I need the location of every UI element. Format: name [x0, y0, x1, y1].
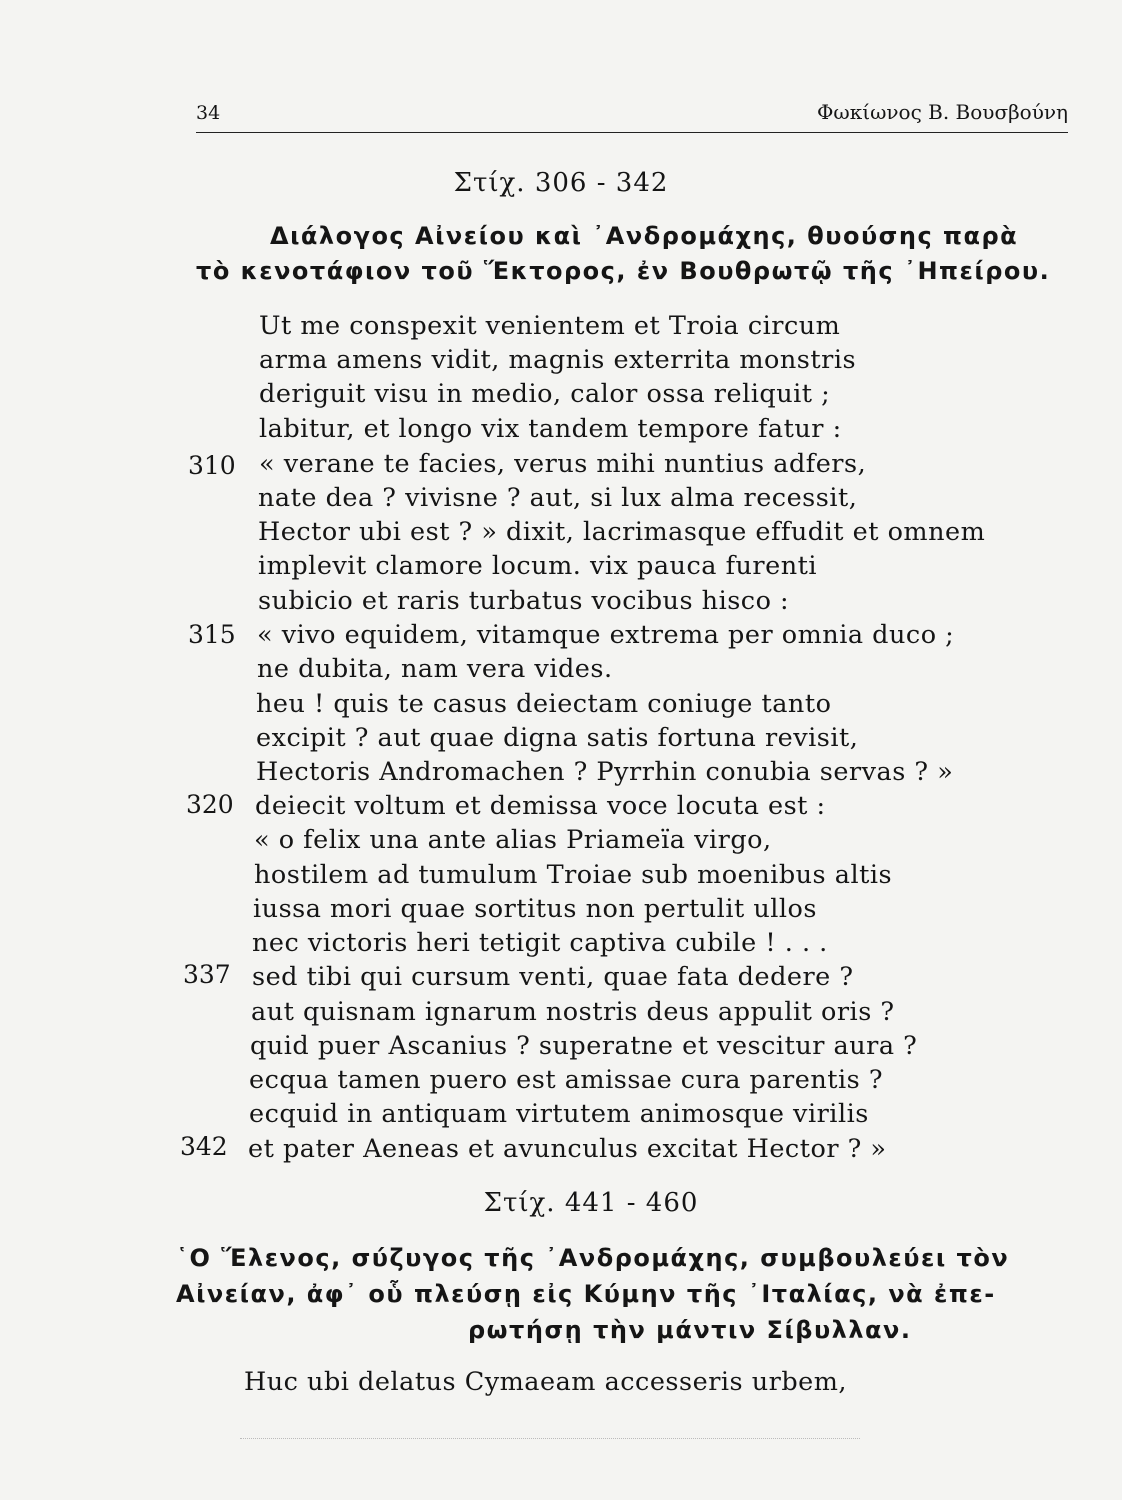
verse-line: nec victoris heri tetigit captiva cubile ! . . . — [252, 928, 828, 958]
verse-line: quid puer Ascanius ? superatne et vescitur aura ? — [250, 1031, 918, 1061]
section-1-heading-line-2: τὸ κενοτάφιον τοῦ Ἕκτορος, ἐν Βουθρωτῷ τῆς ᾿Ηπείρου. — [196, 257, 1051, 285]
verse-line: excipit ? aut quae digna satis fortuna revisit, — [256, 723, 859, 753]
verse-line: hostilem ad tumulum Troiae sub moenibus altis — [254, 860, 893, 890]
verse-line: ne dubita, nam vera vides. — [257, 654, 613, 684]
verse-line: Huc ubi delatus Cymaeam accesseris urbem, — [244, 1367, 848, 1397]
verse-line: iussa mori quae sortitus non pertulit ullos — [253, 894, 817, 924]
section-1-heading-line-1: Διάλογος Αἰνείου καὶ ᾿Ανδρομάχης, θυούσης παρὰ — [270, 222, 1019, 250]
line-number-310: 310 — [188, 451, 236, 480]
verse-line: « verane te facies, verus mihi nuntius adfers, — [259, 449, 867, 479]
verse-line: ecqua tamen puero est amissae cura parentis ? — [249, 1065, 884, 1095]
section-2-heading-line-3: ρωτήσῃ τὴν μάντιν Σίβυλλαν. — [468, 1316, 912, 1344]
section-2-heading-line-2: Αἰνείαν, ἀφ᾿ οὗ πλεύσῃ εἰς Κύμην τῆς ᾿Ιταλίας, νὰ ἐπε- — [176, 1280, 996, 1308]
section-1-label: Στίχ. 306 - 342 — [453, 168, 669, 198]
verse-line: « o felix una ante alias Priameïa virgo, — [254, 825, 772, 855]
verse-line: arma amens vidit, magnis exterrita monstris — [259, 345, 857, 375]
verse-line: deiecit voltum et demissa voce locuta est : — [255, 791, 826, 821]
verse-line: implevit clamore locum. vix pauca furenti — [258, 551, 818, 581]
page-header — [196, 98, 1068, 133]
line-number-337: 337 — [183, 960, 231, 989]
verse-line: Ut me conspexit venientem et Troia circum — [259, 311, 841, 341]
verse-line: heu ! quis te casus deiectam coniuge tanto — [256, 689, 832, 719]
verse-line: nate dea ? vivisne ? aut, si lux alma recessit, — [258, 483, 858, 513]
verse-line: « vivo equidem, vitamque extrema per omnia duco ; — [257, 620, 955, 650]
verse-line: Hectoris Andromachen ? Pyrrhin conubia servas ? » — [256, 757, 954, 787]
verse-line: ecquid in antiquam virtutem animosque virilis — [249, 1099, 869, 1129]
verse-line: subicio et raris turbatus vocibus hisco : — [258, 586, 790, 616]
line-number-315: 315 — [188, 620, 236, 649]
verse-line: aut quisnam ignarum nostris deus appulit oris ? — [251, 997, 895, 1027]
running-head: Φωκίωνος Β. Βουσβούνη — [817, 100, 1068, 124]
verse-line: Hector ubi est ? » dixit, lacrimasque effudit et omnem — [258, 517, 986, 547]
section-2-heading-line-1: ῾Ο Ἕλενος, σύζυγος τῆς ᾿Ανδρομάχης, συμβουλεύει τὸν — [176, 1244, 1010, 1272]
verse-line: sed tibi qui cursum venti, quae fata dedere ? — [252, 962, 854, 992]
line-number-320: 320 — [186, 790, 234, 819]
verse-line: deriguit visu in medio, calor ossa reliquit ; — [259, 379, 831, 409]
page-number: 34 — [196, 102, 221, 124]
line-number-342: 342 — [180, 1132, 228, 1161]
section-2-label: Στίχ. 441 - 460 — [483, 1188, 699, 1218]
verse-line: et pater Aeneas et avunculus excitat Hector ? » — [248, 1134, 887, 1164]
page-bottom-rule — [240, 1438, 860, 1439]
verse-line: labitur, et longo vix tandem tempore fatur : — [259, 414, 842, 444]
